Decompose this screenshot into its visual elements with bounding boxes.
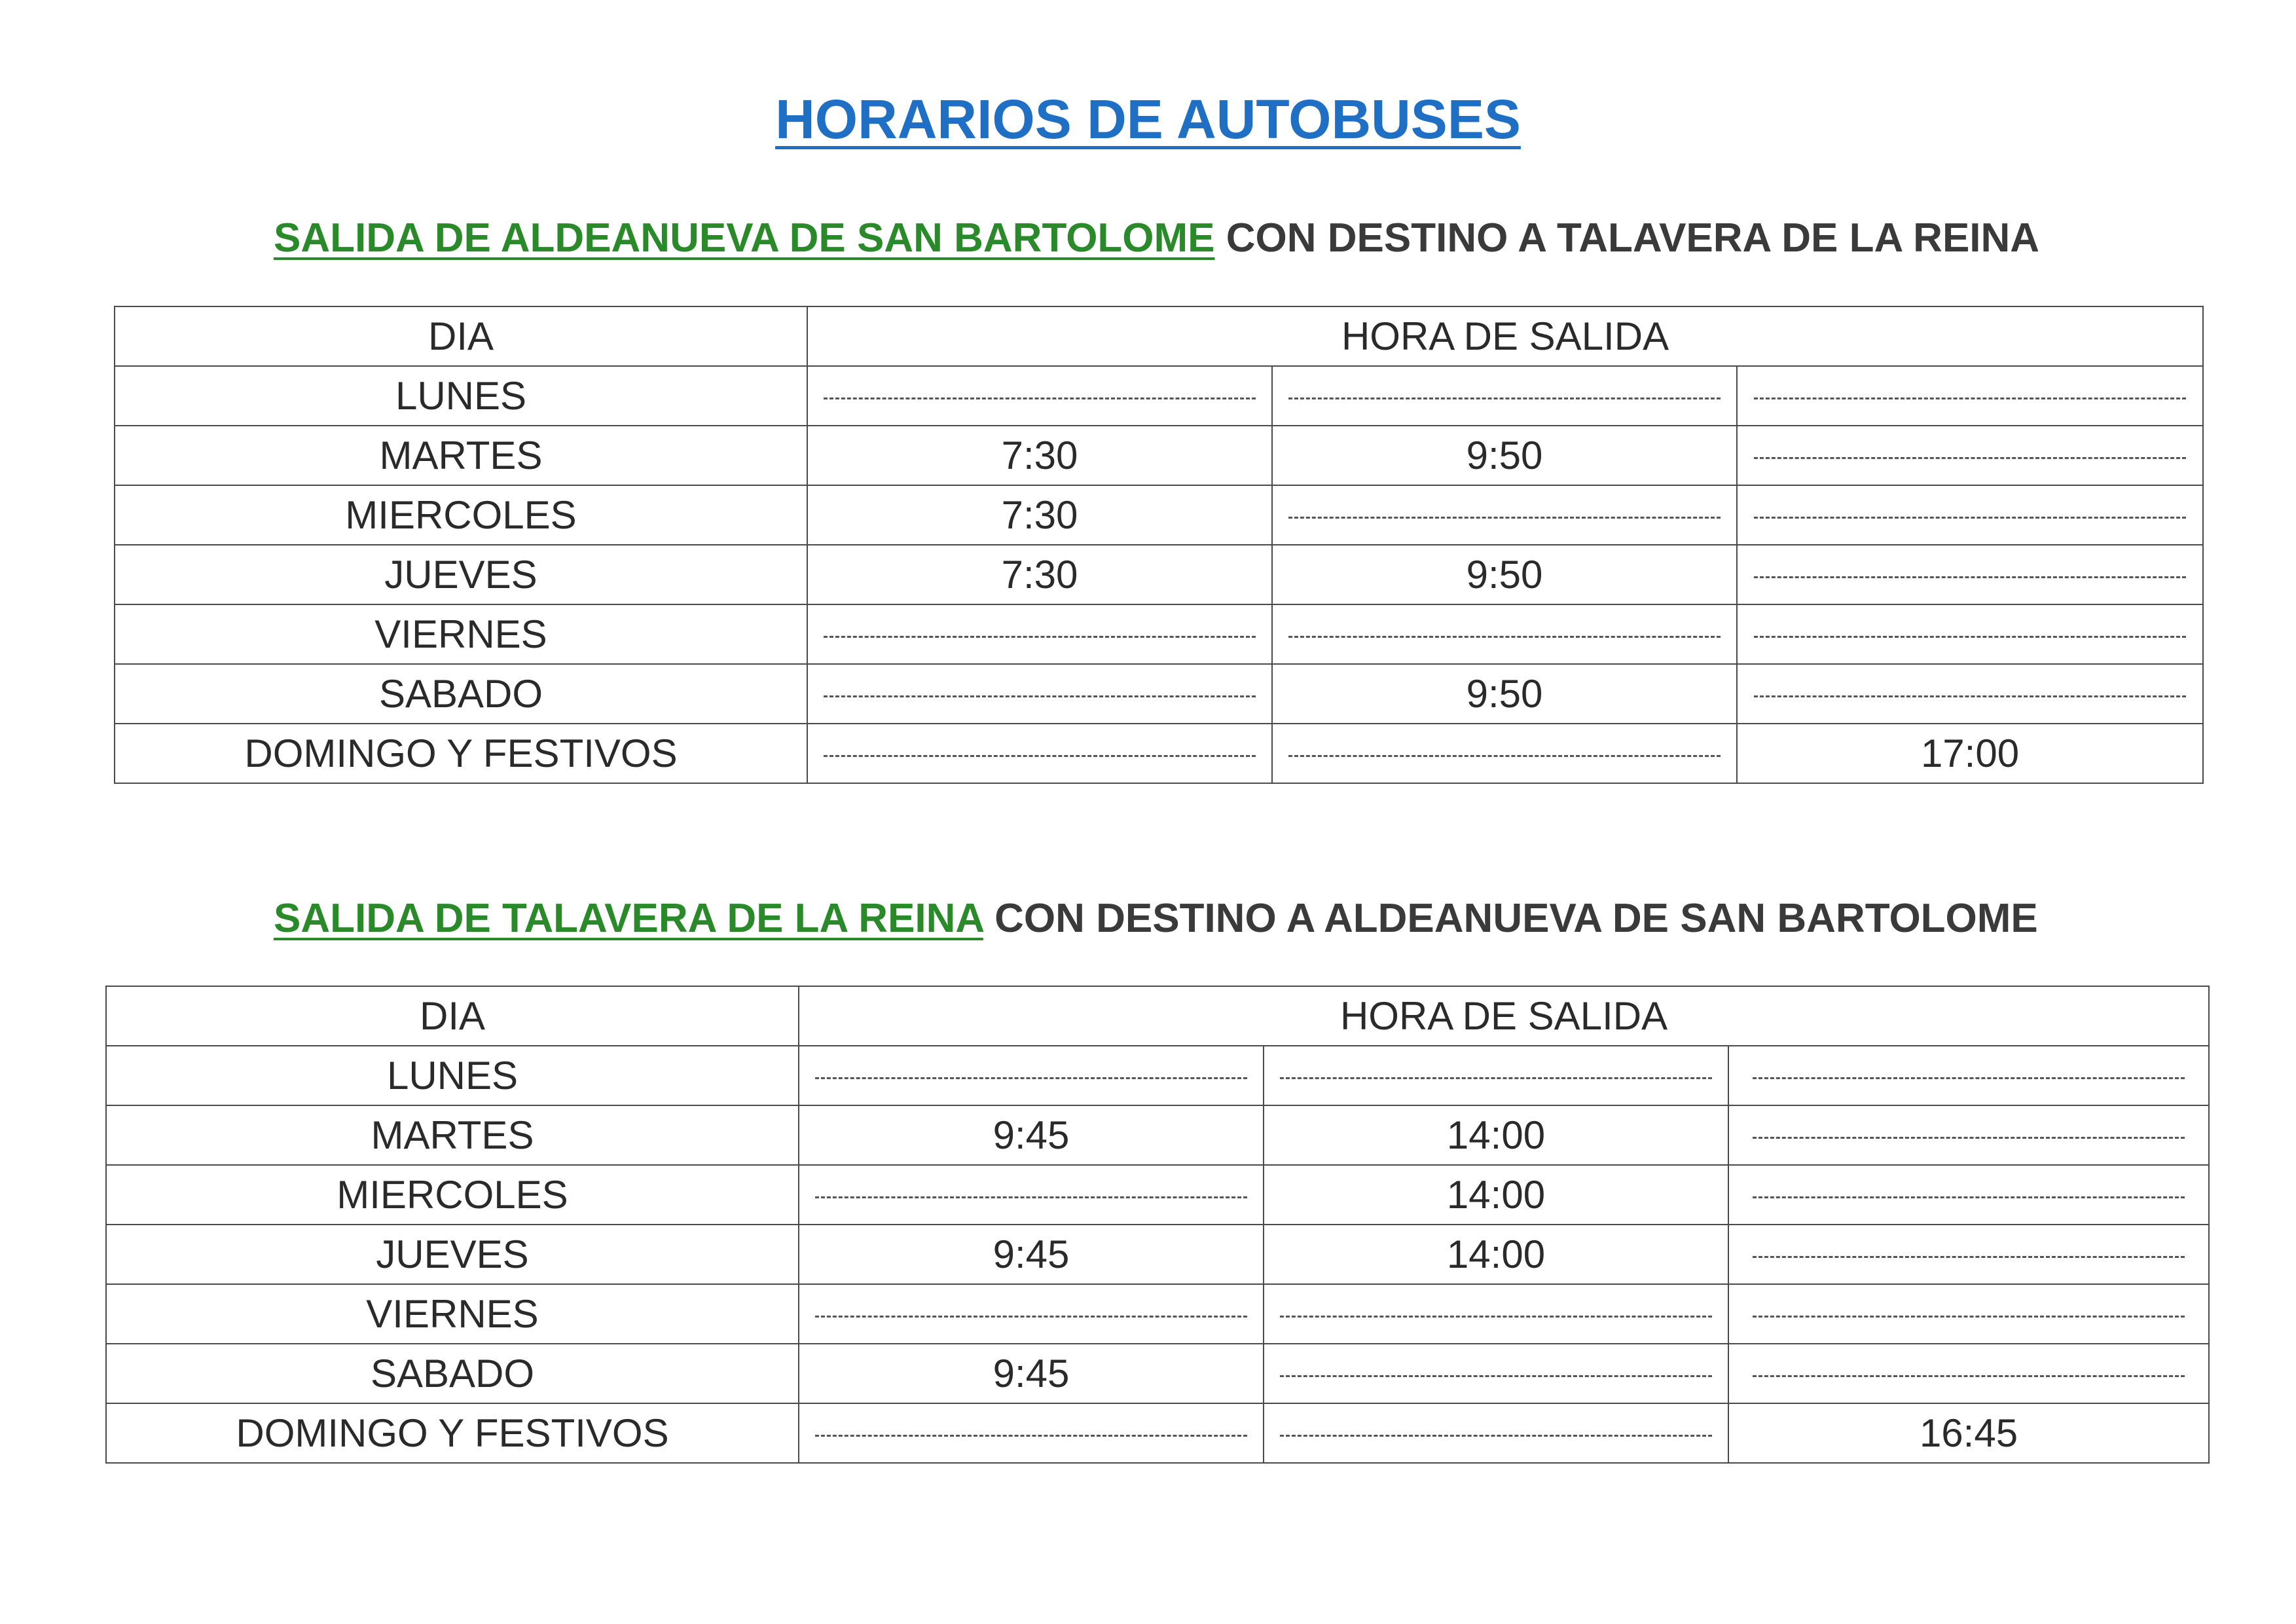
table-row bbox=[106, 1165, 2209, 1225]
dashed-line bbox=[1754, 517, 2186, 519]
time-cell: 9:45 bbox=[799, 1105, 1264, 1165]
no-service-cell bbox=[1737, 485, 2203, 545]
table-row bbox=[115, 366, 2203, 426]
day-cell: VIERNES bbox=[115, 604, 807, 664]
section-destination: CON DESTINO A TALAVERA DE LA REINA bbox=[1226, 215, 2040, 261]
no-service-cell bbox=[1737, 545, 2203, 604]
dashed-line bbox=[1280, 1435, 1712, 1437]
table-row bbox=[115, 604, 2203, 664]
section-origin: SALIDA DE ALDEANUEVA DE SAN BARTOLOME bbox=[274, 215, 1215, 261]
section-origin: SALIDA DE TALAVERA DE LA REINA bbox=[274, 896, 983, 941]
dashed-line bbox=[1754, 576, 2186, 578]
time-cell: 9:50 bbox=[1272, 664, 1737, 724]
day-cell: SABADO bbox=[106, 1344, 799, 1403]
no-service-cell bbox=[799, 1165, 1264, 1225]
no-service-cell bbox=[807, 604, 1272, 664]
dashed-line bbox=[1754, 457, 2186, 459]
dashed-line bbox=[815, 1316, 1247, 1318]
dashed-line bbox=[1753, 1375, 2185, 1377]
time-cell: 14:00 bbox=[1264, 1105, 1728, 1165]
dashed-line bbox=[1753, 1316, 2185, 1318]
time-cell: 16:45 bbox=[1728, 1403, 2209, 1463]
table-header-row bbox=[106, 986, 2209, 1046]
no-service-cell bbox=[1737, 664, 2203, 724]
no-service-cell bbox=[1728, 1344, 2209, 1403]
table-row bbox=[106, 1046, 2209, 1105]
page-title-text: HORARIOS DE AUTOBUSES bbox=[775, 88, 1521, 150]
table-row bbox=[115, 426, 2203, 485]
day-cell: MARTES bbox=[115, 426, 807, 485]
no-service-cell bbox=[1737, 366, 2203, 426]
day-cell: MIERCOLES bbox=[115, 485, 807, 545]
schedule-table-return bbox=[105, 986, 2210, 1464]
day-cell: LUNES bbox=[106, 1046, 799, 1105]
no-service-cell bbox=[1272, 485, 1737, 545]
table-row bbox=[106, 1105, 2209, 1165]
day-cell: JUEVES bbox=[106, 1225, 799, 1284]
time-cell: 9:45 bbox=[799, 1225, 1264, 1284]
dashed-line bbox=[815, 1077, 1247, 1079]
dashed-line bbox=[1288, 755, 1721, 757]
table-row bbox=[115, 724, 2203, 783]
no-service-cell bbox=[1272, 724, 1737, 783]
no-service-cell bbox=[799, 1284, 1264, 1344]
day-cell: DOMINGO Y FESTIVOS bbox=[106, 1403, 799, 1463]
day-cell: MARTES bbox=[106, 1105, 799, 1165]
page-title bbox=[0, 88, 2296, 150]
no-service-cell bbox=[1264, 1344, 1728, 1403]
day-cell: MIERCOLES bbox=[106, 1165, 799, 1225]
dashed-line bbox=[824, 636, 1256, 638]
no-service-cell bbox=[807, 366, 1272, 426]
time-cell: 7:30 bbox=[807, 545, 1272, 604]
dashed-line bbox=[1754, 695, 2186, 697]
no-service-cell bbox=[1737, 604, 2203, 664]
dashed-line bbox=[824, 695, 1256, 697]
time-cell: 17:00 bbox=[1737, 724, 2203, 783]
dashed-line bbox=[1754, 636, 2186, 638]
day-cell: SABADO bbox=[115, 664, 807, 724]
table-row bbox=[106, 1284, 2209, 1344]
no-service-cell bbox=[1272, 366, 1737, 426]
day-cell: DOMINGO Y FESTIVOS bbox=[115, 724, 807, 783]
no-service-cell bbox=[1264, 1403, 1728, 1463]
dashed-line bbox=[1754, 397, 2186, 399]
no-service-cell bbox=[807, 724, 1272, 783]
no-service-cell bbox=[1264, 1046, 1728, 1105]
header-day: DIA bbox=[115, 306, 807, 366]
no-service-cell bbox=[799, 1403, 1264, 1463]
dashed-line bbox=[1280, 1316, 1712, 1318]
time-cell: 9:50 bbox=[1272, 426, 1737, 485]
no-service-cell bbox=[1728, 1165, 2209, 1225]
day-cell: JUEVES bbox=[115, 545, 807, 604]
section-title-outbound bbox=[274, 215, 2041, 261]
table-row bbox=[115, 664, 2203, 724]
day-cell: VIERNES bbox=[106, 1284, 799, 1344]
no-service-cell bbox=[799, 1046, 1264, 1105]
table-row bbox=[106, 1344, 2209, 1403]
table-header-row bbox=[115, 306, 2203, 366]
time-cell: 9:50 bbox=[1272, 545, 1737, 604]
header-time: HORA DE SALIDA bbox=[807, 306, 2203, 366]
section-destination: CON DESTINO A ALDEANUEVA DE SAN BARTOLOME bbox=[994, 896, 2038, 941]
no-service-cell bbox=[807, 664, 1272, 724]
header-time: HORA DE SALIDA bbox=[799, 986, 2209, 1046]
dashed-line bbox=[1288, 517, 1721, 519]
dashed-line bbox=[1753, 1137, 2185, 1139]
time-cell: 14:00 bbox=[1264, 1165, 1728, 1225]
table-row bbox=[115, 545, 2203, 604]
no-service-cell bbox=[1737, 426, 2203, 485]
dashed-line bbox=[824, 397, 1256, 399]
dashed-line bbox=[1753, 1077, 2185, 1079]
no-service-cell bbox=[1728, 1284, 2209, 1344]
dashed-line bbox=[1288, 397, 1721, 399]
no-service-cell bbox=[1264, 1284, 1728, 1344]
dashed-line bbox=[1280, 1077, 1712, 1079]
day-cell: LUNES bbox=[115, 366, 807, 426]
table-row bbox=[115, 485, 2203, 545]
time-cell: 7:30 bbox=[807, 485, 1272, 545]
schedule-table-outbound bbox=[114, 306, 2204, 784]
no-service-cell bbox=[1272, 604, 1737, 664]
dashed-line bbox=[1753, 1196, 2185, 1198]
no-service-cell bbox=[1728, 1046, 2209, 1105]
dashed-line bbox=[1288, 636, 1721, 638]
no-service-cell bbox=[1728, 1225, 2209, 1284]
table-row bbox=[106, 1403, 2209, 1463]
no-service-cell bbox=[1728, 1105, 2209, 1165]
time-cell: 7:30 bbox=[807, 426, 1272, 485]
dashed-line bbox=[824, 755, 1256, 757]
dashed-line bbox=[1280, 1375, 1712, 1377]
section-title-return bbox=[274, 898, 2041, 939]
header-day: DIA bbox=[106, 986, 799, 1046]
dashed-line bbox=[1753, 1256, 2185, 1258]
time-cell: 14:00 bbox=[1264, 1225, 1728, 1284]
dashed-line bbox=[815, 1196, 1247, 1198]
time-cell: 9:45 bbox=[799, 1344, 1264, 1403]
dashed-line bbox=[815, 1435, 1247, 1437]
table-row bbox=[106, 1225, 2209, 1284]
